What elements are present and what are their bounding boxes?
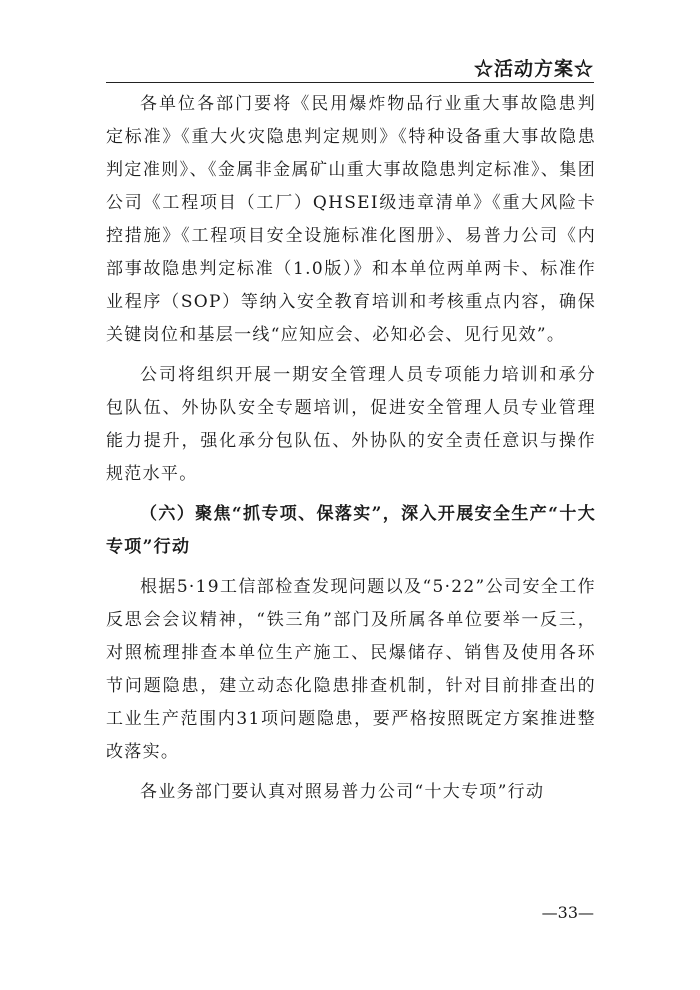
page-number: —33—: [541, 903, 594, 922]
section-heading-six: （六）聚焦“抓专项、保落实”，深入开展安全生产“十大专项”行动: [106, 504, 596, 557]
page-header-title: ☆活动方案☆: [473, 58, 594, 80]
document-body: [106, 88, 596, 816]
paragraph-special-training: 公司将组织开展一期安全管理人员专项能力培训和承分包队伍、外协队安全专题培训，促进安全管理人员专业管理能力提升，强化承分包队伍、外协队的安全责任意识与操作规范水平。: [106, 365, 596, 484]
paragraph-training-standards: 各单位各部门要将《民用爆炸物品行业重大事故隐患判定标准》《重大火灾隐患判定规则》《特种设备重大事故隐患判定准则》、《金属非金属矿山重大事故隐患判定标准》、集团公司《工程项目（工厂）QHSEI级违章清单》《重大风险卡控措施》《工程项目安全设施标准化图册》、易普力公司《内部事故隐患判定标准（1.0版）》和本单位两单两卡、标准作业程序（SOP）等纳入安全教育培训和考核重点内容，确保关键岗位和基层一线“应知应会、必知必会、见行见效”。: [106, 94, 596, 345]
paragraph-ten-special-actions: 各业务部门要认真对照易普力公司“十大专项”行动: [140, 782, 545, 802]
header-divider: [106, 82, 594, 83]
paragraph-hazard-rectification: 根据5·19工信部检查发现问题以及“5·22”公司安全工作反思会会议精神，“铁三角”部门及所属各单位要举一反三，对照梳理排查本单位生产施工、民爆储存、销售及使用各环节问题隐患，建立动态化隐患排查机制，针对目前排查出的工业生产范围内31项问题隐患，要严格按照既定方案推进整改落实。: [106, 577, 596, 762]
